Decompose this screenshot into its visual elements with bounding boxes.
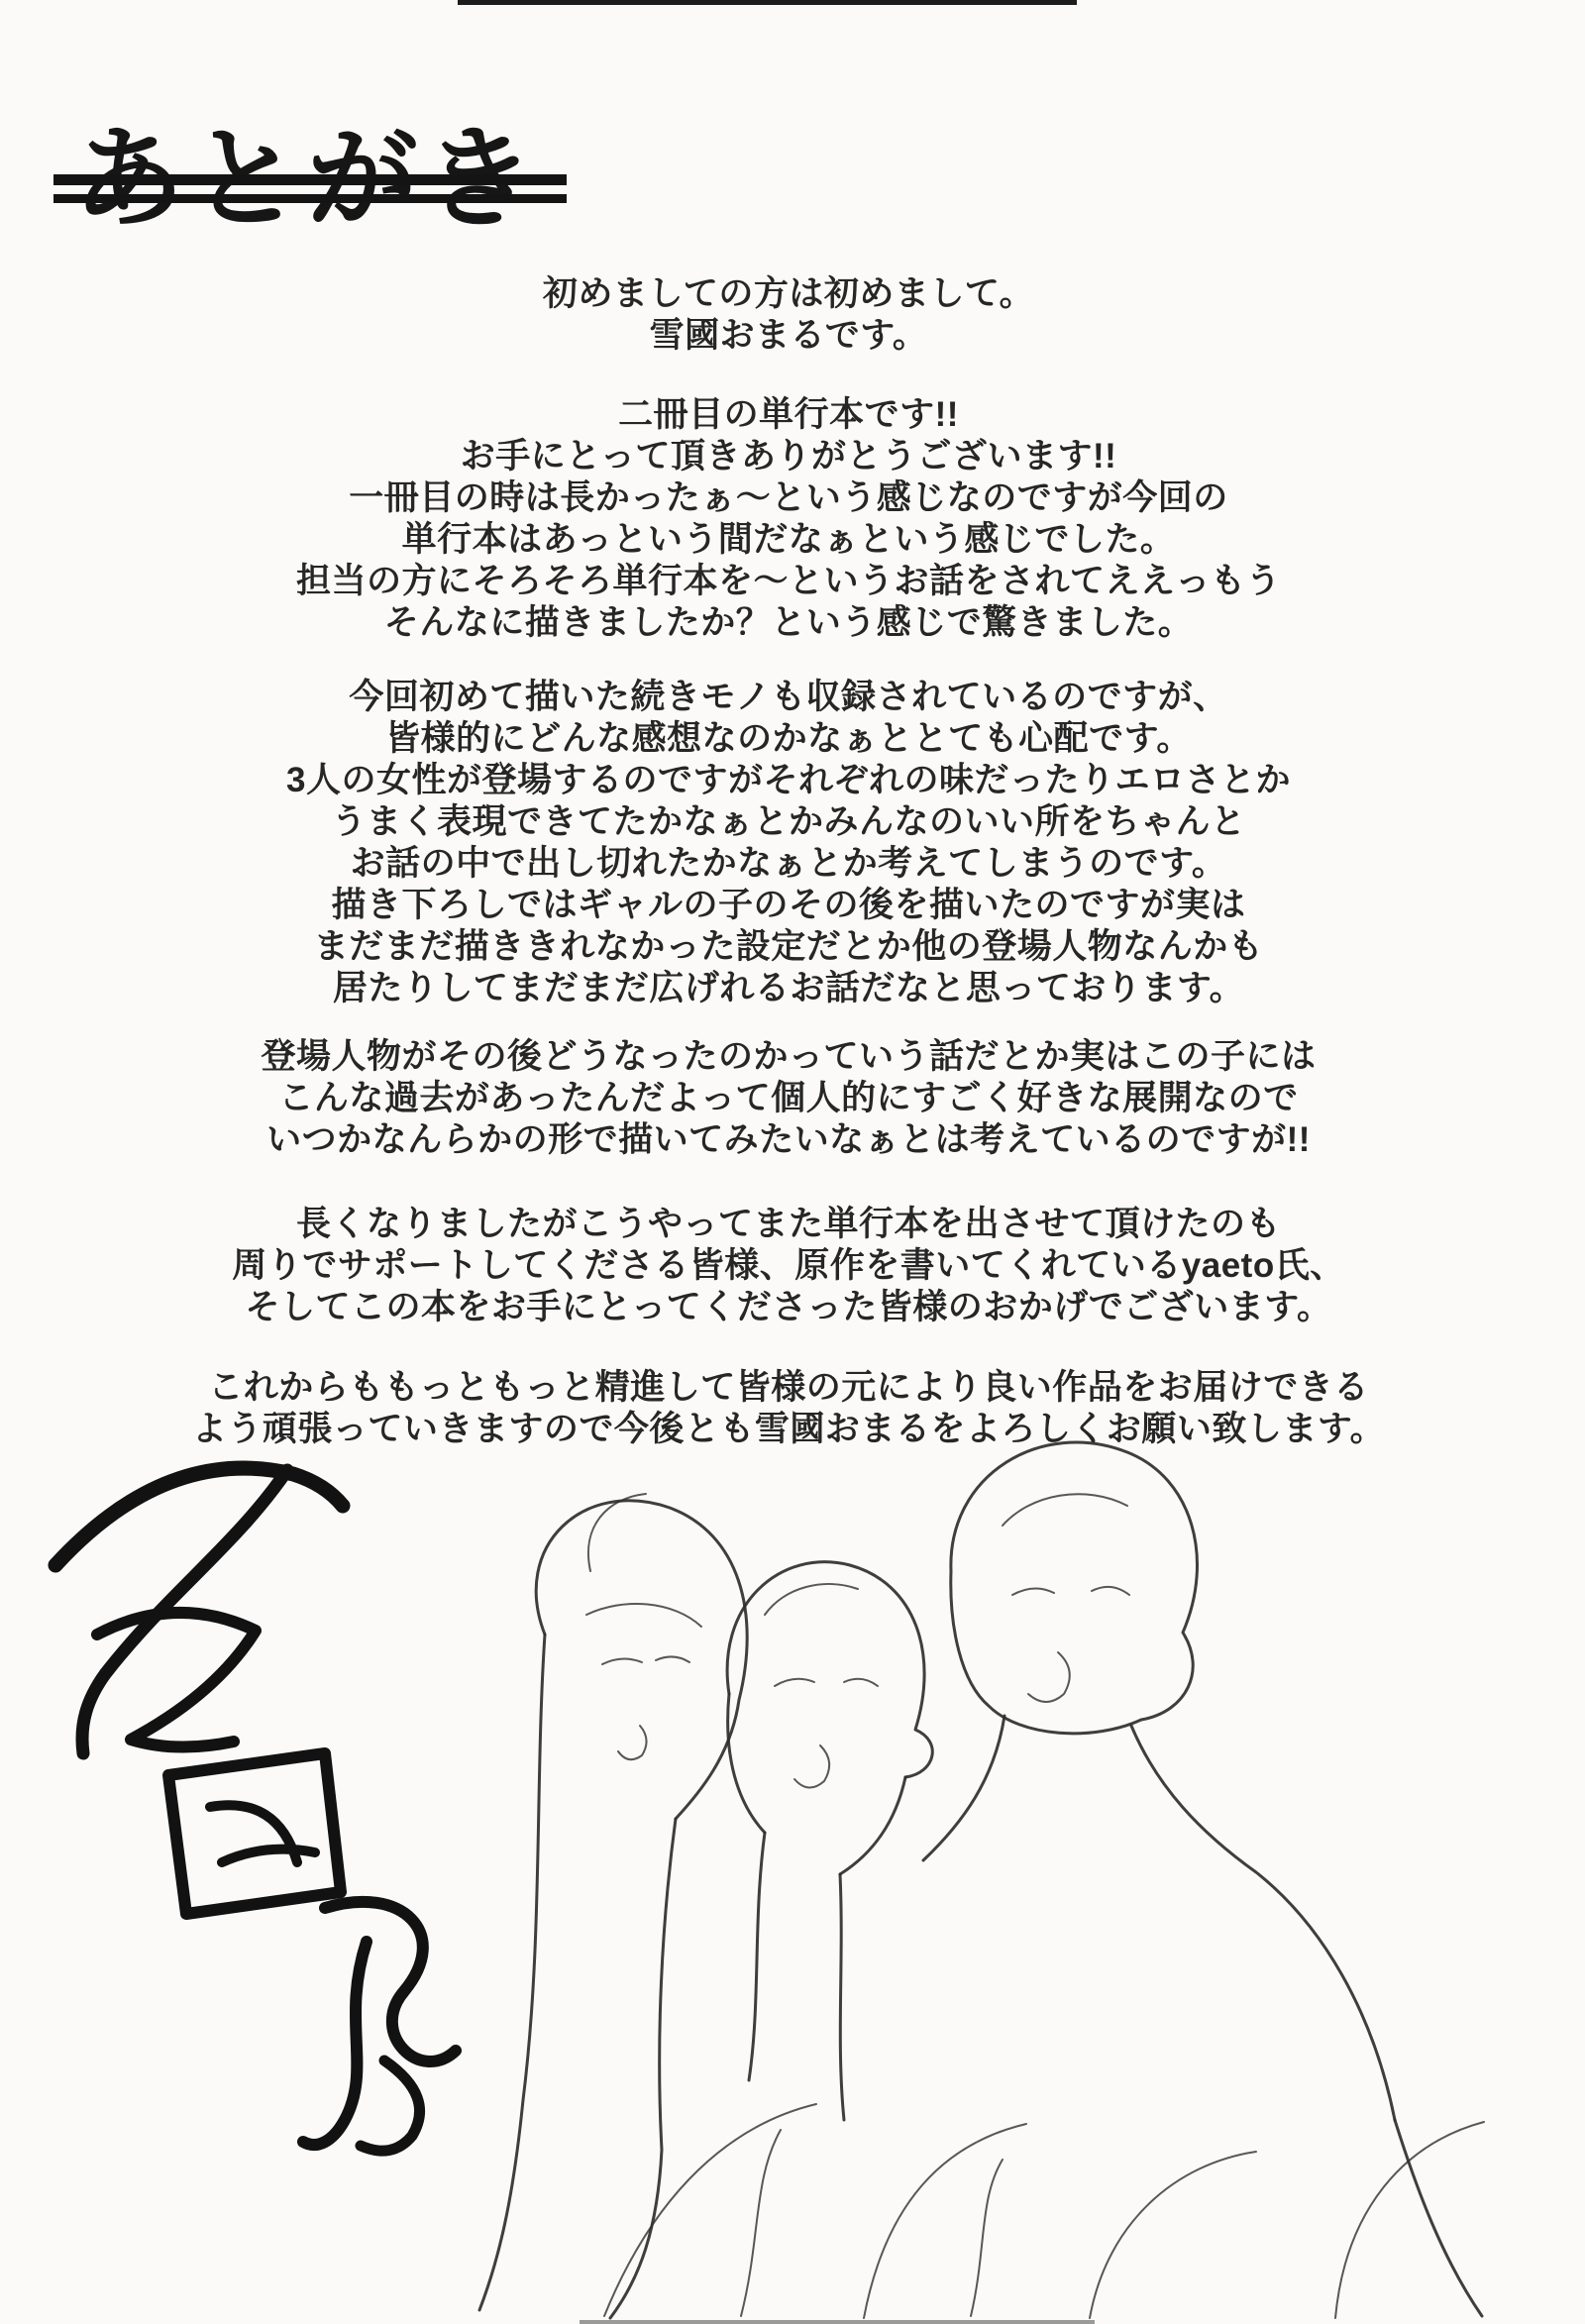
character-middle: [727, 1562, 932, 2120]
illustration-flow-lines: [604, 2104, 1484, 2318]
title-underline: [53, 174, 567, 203]
text-line: そしてこの本をお手にとってくださった皆様のおかげでございます。: [245, 1288, 1332, 1326]
text-line: 描き下ろしではギャルの子のその後を描いたのですが実は: [331, 886, 1246, 924]
text-line: うまく表現できてたかなぁとかみんなのいい所をちゃんと: [331, 802, 1246, 841]
character-left: [479, 1494, 747, 2318]
character-right: [923, 1442, 1482, 2316]
page-title: あとがき: [73, 117, 541, 242]
text-line: お話の中で出し切れたかなぁとか考えてしまうのです。: [350, 844, 1227, 883]
scan-edge-artifact-top: [458, 0, 1077, 5]
text-line: いつかなんらかの形で描いてみたいなぁとは考えているのですが!!: [266, 1120, 1311, 1159]
paragraph-greeting: [0, 273, 1577, 357]
text-line: 周りでサポートしてくださる皆様、原作を書いてくれているyaeto氏、: [232, 1246, 1345, 1285]
text-line: 初めましての方は初めまして。: [542, 274, 1035, 313]
paragraph-characters-future: [0, 1036, 1577, 1161]
paragraph-thanks: [0, 1204, 1577, 1328]
text-line: 単行本はあっという間だなぁという感じでした。: [401, 520, 1176, 559]
text-line: 居たりしてまだまだ広げれるお話だなと思っております。: [332, 969, 1245, 1007]
text-line: 雪國おまるです。: [649, 316, 928, 355]
text-line: こんな過去があったんだよって個人的にすごく好きな展開なので: [278, 1079, 1299, 1117]
text-line: 一冊目の時は長かったぁ〜という感じなのですが今回の: [349, 478, 1228, 517]
text-line: 登場人物がその後どうなったのかっていう話だとか実はこの子には: [261, 1037, 1317, 1076]
text-line: お手にとって頂きありがとうございます!!: [460, 437, 1117, 475]
text-line: よう頑張っていきますので今後とも雪國おまるをよろしくお願い致します。: [191, 1410, 1386, 1448]
text-line: そんなに描きましたか？という感じで驚きました。: [383, 603, 1194, 642]
text-line: これからももっともっと精進して皆様の元により良い作品をお届けできる: [208, 1368, 1369, 1407]
paragraph-second-book: [0, 394, 1577, 644]
text-line: 皆様的にどんな感想なのかなぁととても心配です。: [385, 719, 1192, 758]
text-line: 二冊目の単行本です!!: [618, 395, 959, 434]
text-line: 担当の方にそろそろ単行本を〜というお話をされてええっもう: [295, 562, 1281, 600]
text-line: まだまだ描ききれなかった設定だとか他の登場人物なんかも: [313, 927, 1264, 966]
text-line: 長くなりましたがこうやってまた単行本を出させて頂けたのも: [295, 1205, 1281, 1243]
text-line: 3人の女性が登場するのですがそれぞれの味だったりエロさとか: [286, 761, 1291, 799]
text-line: 今回初めて描いた続きモノも収録されているのですが、: [349, 678, 1228, 716]
illustration: [396, 1367, 1585, 2324]
paragraph-serial-story: [0, 677, 1577, 1009]
